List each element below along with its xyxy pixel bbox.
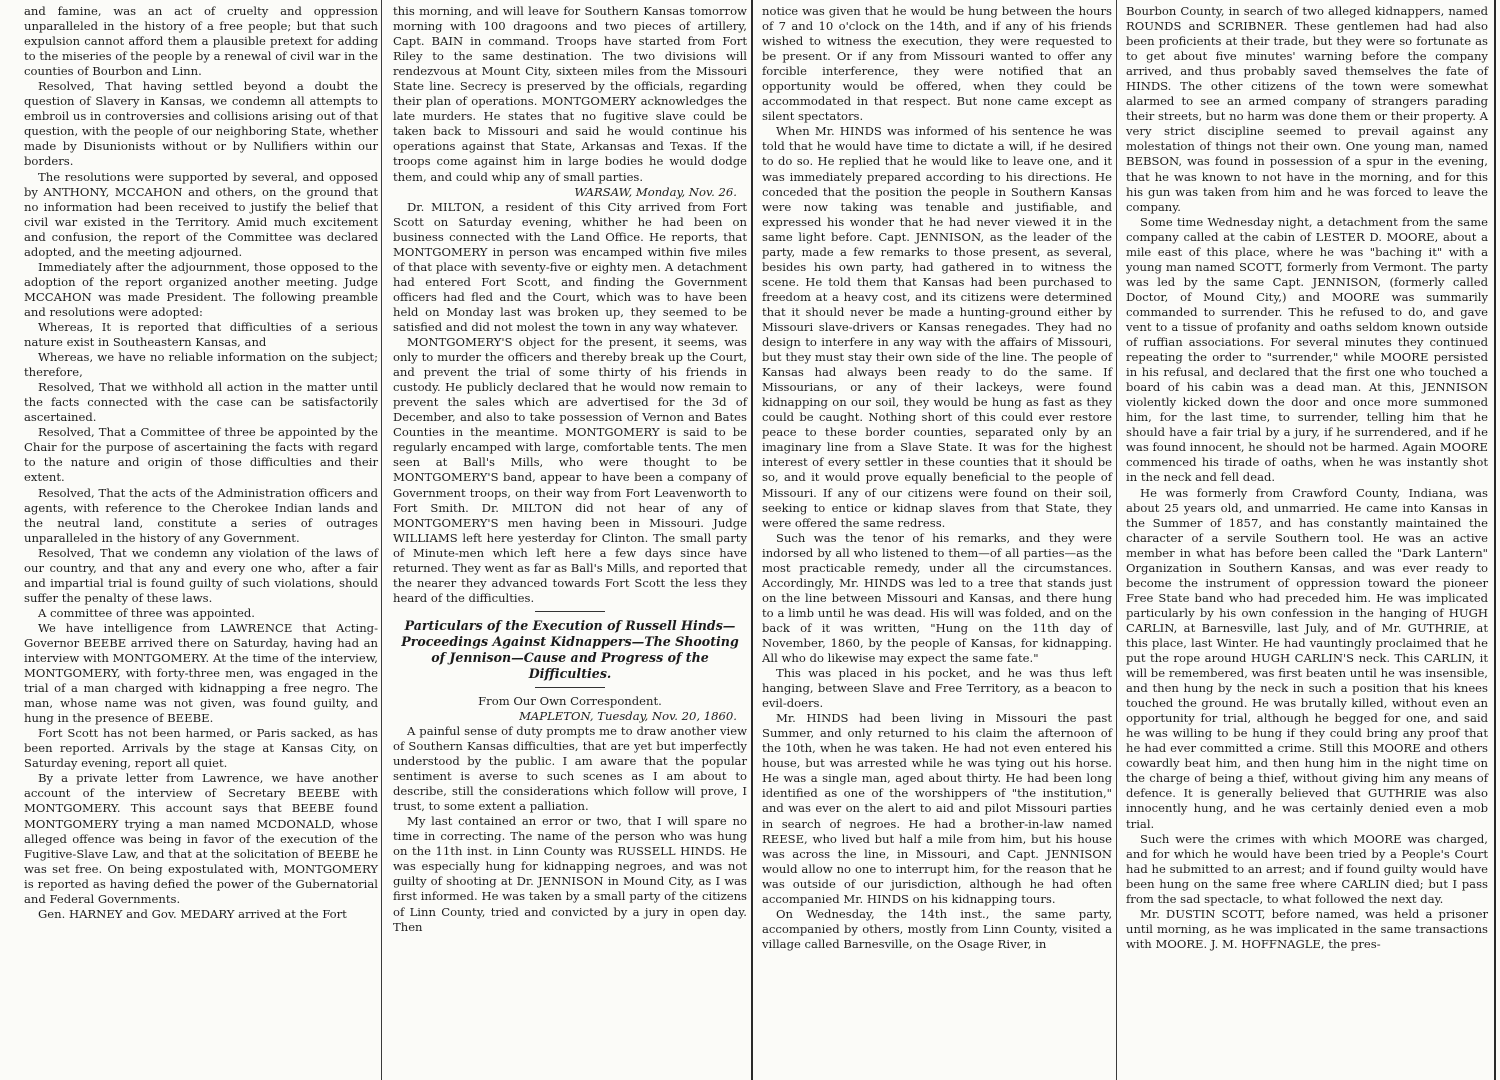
paragraph: Immediately after the adjournment, those opposed to the adoption of the report organized another meeting. Judge MCCAHON was made President. The following preamble and resolutions were adopted:: [24, 259, 378, 319]
paragraph: Resolved, That we withhold all action in the matter until the facts connected with the case can be satisfactorily ascertained.: [24, 380, 378, 425]
column-2: [383, 0, 755, 1080]
section-divider: [535, 611, 605, 612]
paragraph: Resolved, That we condemn any violation of the laws of our country, and that any and every one who, after a fair and impartial trial is found guilty of such violations, should suffer the penalty of these laws.: [24, 545, 378, 605]
paragraph: notice was given that he would be hung between the hours of 7 and 10 o'clock on the 14th, and if any of his friends wished to witness the execution, they were requested to be present. Or if any from Missouri wanted to offer any forcible interference, they were notified that an opportunity would be offered, when they could be accommodated in that respect. But none came except as silent spectators.: [762, 4, 1112, 124]
paragraph: By a private letter from Lawrence, we have another account of the interview of Secretary BEEBE with MONTGOMERY. This account says that BEEBE found MONTGOMERY trying a man named MCDONALD, whose alleged offence was being in favor of the execution of the Fugitive-Slave Law, and that at the solicitation of BEEBE he was set free. On being expostulated with, MONTGOMERY is reported as having defied the power of the Gubernatorial and Federal Governments.: [24, 771, 378, 906]
paragraph: Gen. HARNEY and Gov. MEDARY arrived at the Fort: [38, 906, 347, 921]
section-divider: [535, 687, 605, 688]
paragraph: My last contained an error or two, that I will spare no time in correcting. The name of the person who was hung on the 11th inst. in Linn County was RUSSELL HINDS. He was especially hung for kidnapping negroes, and was not guilty of shooting at Dr. JENNISON in Mound City, as I was first informed. He was taken by a small party of the citizens of Linn County, tried and convicted by a jury in open day. Then: [393, 814, 747, 934]
column-3: [752, 0, 1120, 1080]
column-4: [1116, 0, 1496, 1080]
paragraph: this morning, and will leave for Southern Kansas tomorrow morning with 100 dragoons and two pieces of artillery, Capt. BAIN in command. Troops have started from Fort Riley to the same destination. The two divisions will rendezvous at Mount City, sixteen miles from the Missouri State line. Secrecy is preserved by the officials, regarding their plan of operations. MONTGOMERY acknowledges the late murders. He states that no fugitive slave could be taken back to Missouri and said he would continue his operations against that State, Arkansas and Texas. If the troops come against him in large bodies he would dodge them, and could whip any of small parties.: [393, 4, 747, 184]
paragraph: Bourbon County, in search of two alleged kidnappers, named ROUNDS and SCRIBNER. These gentlemen had had also been proficients at their trade, but they were so fortunate as to get about five minutes' warning before the company arrived, and thus probably saved themselves the fate of HINDS. The other citizens of the town were somewhat alarmed to see an armed company of strangers parading their streets, but no harm was done them or their property. A very strict discipline seemed to prevail against any molestation of things not their own. One young man, named BEBSON, was found in possession of a spur in the evening, that he was known to not have in the morning, and for this his gun was taken from him and he was forced to leave the company.: [1126, 4, 1488, 214]
paragraph: MONTGOMERY'S object for the present, it seems, was only to murder the officers and thereby break up the Court, and prevent the trial of some thirty of his friends in custody. He publicly declared that he would now remain to prevent the sales which are advertised for the 3d of December, and also to take possession of Vernon and Bates Counties in the meantime. MONTGOMERY is said to be regularly encamped with large, comfortable tents. The men seen at Ball's Mills, who were thought to be MONTGOMERY'S band, appear to have been a company of Government troops, on their way from Fort Leavenworth to Fort Smith. Dr. MILTON did not hear of any of MONTGOMERY'S men having been in Missouri. Judge WILLIAMS left here yesterday for Clinton. The small party of Minute-men which left here a few days since have returned. They went as far as Ball's Mills, and reported that the nearer they advanced towards Fort Scott the less they heard of the difficulties.: [393, 335, 747, 605]
paragraph: Fort Scott has not been harmed, or Paris sacked, as has been reported. Arrivals by the stage at Kansas City, on Saturday evening, report all quiet.: [24, 726, 378, 771]
paragraph: Resolved, That a Committee of three be appointed by the Chair for the purpose of ascertaining the facts with regard to the nature and origin of those difficulties and their extent.: [24, 425, 378, 485]
paragraph: Some time Wednesday night, a detachment from the same company called at the cabin of LESTER D. MOORE, about a mile east of this place, where he was "baching it" with a young man named SCOTT, formerly from Vermont. The party was led by the same Capt. JENNISON, (formerly called Doctor, of Mound City,) and MOORE was summarily commanded to surrender. This he refused to do, and gave vent to a tissue of profanity and oaths seldom known outside of ruffian associations. For several minutes they continued repeating the order to "surrender," while MOORE persisted in his refusal, and declared that the first one who touched a board of his cabin was a dead man. At this, JENNISON violently kicked down the door and once more summoned him, for the last time, to surrender, telling him that he should have a fair trial by a jury, if he surrendered, and if he was found innocent, he should not be harmed. Again MOORE commenced his tirade of oaths, when he was instantly shot in the neck and fell dead.: [1126, 214, 1488, 485]
column-1: [14, 0, 386, 1080]
paragraph: Resolved, That the acts of the Administration officers and agents, with reference to the Cherokee Indian lands and the neutral land, constitute a series of outrages unparalleled in the history of any Government.: [24, 485, 378, 545]
dateline: MAPLETON, Tuesday, Nov. 20, 1860.: [519, 708, 737, 723]
paragraph: Mr. DUSTIN SCOTT, before named, was held a prisoner until morning, as he was implicated in the same transactions with MOORE. J. M. HOFFNAGLE, the pres-: [1126, 906, 1488, 951]
paragraph: A painful sense of duty prompts me to draw another view of Southern Kansas difficulties, that are yet but imperfectly understood by the public. I am aware that the popular sentiment is averse to such scenes as I am about to describe, still the considerations which follow will prove, I trust, to some extent a palliation.: [393, 723, 747, 814]
byline: From Our Own Correspondent.: [478, 693, 662, 708]
paragraph: This was placed in his pocket, and he was thus left hanging, between Slave and Free Territory, as a beacon to evil-doers.: [762, 666, 1112, 711]
paragraph: Resolved, That having settled beyond a doubt the question of Slavery in Kansas, we condemn all attempts to embroil us in controversies and collisions arising out of that question, with the people of our neighboring State, whether made by Disunionists without or by Nullifiers within our borders.: [24, 79, 378, 169]
paragraph: Dr. MILTON, a resident of this City arrived from Fort Scott on Saturday evening, whither he had been on business connected with the Land Office. He reports, that MONTGOMERY in person was encamped within five miles of that place with seventy-five or eighty men. A detachment had entered Fort Scott, and finding the Government officers had fled and the Court, which was to have been held on Monday last was broken up, they seemed to be satisfied and did not molest the town in any way whatever.: [393, 199, 747, 334]
paragraph: and famine, was an act of cruelty and oppression unparalleled in the history of a free people; but that such expulsion cannot afford them a plausible pretext for adding to the miseries of the people by a renewal of civil war in the counties of Bourbon and Linn.: [24, 4, 378, 79]
article-headline: Particulars of the Execution of Russell Hinds—Proceedings Against Kidnappers—The Shooting of Jennison—Cause and Progress of the Difficulties.: [401, 617, 739, 681]
paragraph: Such was the tenor of his remarks, and they were indorsed by all who listened to them—of all parties—as the most practicable remedy, under all the circumstances. Accordingly, Mr. HINDS was led to a tree that stands just on the line between Missouri and Kansas, and there hung to a limb until he was dead. His will was folded, and on the back of it was written, "Hung on the 11th day of November, 1860, by the people of Kansas, for kidnapping. All who do likewise may expect the same fate.": [762, 530, 1112, 666]
paragraph: The resolutions were supported by several, and opposed by ANTHONY, MCCAHON and others, on the ground that no information had been received to justify the belief that civil war existed in the Territory. Amid much excitement and confusion, the report of the Committee was declared adopted, and the meeting adjourned.: [24, 169, 378, 259]
paragraph: Mr. HINDS had been living in Missouri the past Summer, and only returned to his claim the afternoon of the 10th, when he was taken. He had not even entered his house, but was arrested while he was tying out his horse. He was a single man, aged about thirty. He had been long identified as one of the worshippers of "the institution," and was ever on the alert to aid and pilot Missouri parties in search of negroes. He had a brother-in-law named REESE, who lived but half a mile from him, but his house was across the line, in Missouri, and Capt. JENNISON would allow no one to interrupt him, for the reason that he was outside of our jurisdiction, although he had often accompanied Mr. HINDS on his kidnapping tours.: [762, 711, 1112, 906]
paragraph: On Wednesday, the 14th inst., the same party, accompanied by others, mostly from Linn County, visited a village called Barnesville, on the Osage River, in: [762, 906, 1112, 951]
paragraph: We have intelligence from LAWRENCE that Acting-Governor BEEBE arrived there on Saturday, having had an interview with MONTGOMERY. At the time of the interview, MONTGOMERY, with forty-three men, was engaged in the trial of a man charged with kidnapping a free negro. The man, whose name was not given, was found guilty, and hung in the presence of BEEBE.: [24, 620, 378, 726]
paragraph: Whereas, It is reported that difficulties of a serious nature exist in Southeastern Kansas, and: [24, 319, 378, 350]
dateline: WARSAW, Monday, Nov. 26.: [574, 184, 737, 199]
paragraph: A committee of three was appointed.: [38, 605, 255, 620]
paragraph: Such were the crimes with which MOORE was charged, and for which he would have been tried by a People's Court had he submitted to an arrest; and if found guilty would have been hung on the same free where CARLIN died; but I pass from the sad spectacle, to what followed the next day.: [1126, 831, 1488, 906]
paragraph: When Mr. HINDS was informed of his sentence he was told that he would have time to dictate a will, if he desired to do so. He replied that he would like to leave one, and it was immediately prepared according to his directions. He conceded that the position the people in Southern Kansas were now taking was tenable and justifiable, and expressed his wonder that he had never viewed it in the same light before. Capt. JENNISON, as the leader of the party, made a few remarks to those present, as several, besides his own party, had gathered in to witness the scene. He told them that Kansas had been purchased to freedom at a heavy cost, and its citizens were determined that it should never be made a hunting-ground either by Missouri slave-drivers or Kansas renegades. They had no design to interfere in any way with the affairs of Missouri, but they must stay their own side of the line. The people of Kansas had always been ready to do the same. If Missourians, or any of their lackeys, were found kidnapping on our soil, they would be hung as fast as they could be caught. Nothing short of this could ever restore peace to these border counties, separated only by an imaginary line from a Slave State. It was for the highest interest of every settler in these counties that it should be so, and it would prove equally beneficial to the people of Missouri. If any of our citizens were found on their soil, seeking to entice or kidnap slaves from that State, they were offered the same redress.: [762, 124, 1112, 530]
paragraph: Whereas, we have no reliable information on the subject; therefore,: [24, 350, 378, 380]
paragraph: He was formerly from Crawford County, Indiana, was about 25 years old, and unmarried. He came into Kansas in the Summer of 1857, and has constantly maintained the character of a servile Southern tool. He was an active member in what has before been called the "Dark Lantern" Organization in Southern Kansas, and was ever ready to become the instrument of oppression toward the pioneer Free State band who had preceded him. He was implicated particularly by his own confession in the hanging of HUGH CARLIN, at Barnesville, last July, and of Mr. GUTHRIE, at this place, last Winter. He had vauntingly proclaimed that he put the rope around HUGH CARLIN'S neck. This CARLIN, it will be remembered, was first beaten until he was insensible, and then hung by the neck in such a position that his knees touched the ground. He was brutally killed, without even an opportunity for trial, although he begged for one, and said he was willing to be hung if they could bring any proof that he had ever committed a crime. Still this MOORE and others cowardly beat him, and then hung him in the night time on the charge of being a thief, without giving him any means of defence. It is generally believed that GUTHRIE was also innocently hung, and he was certainly denied even a mob trial.: [1126, 485, 1488, 831]
